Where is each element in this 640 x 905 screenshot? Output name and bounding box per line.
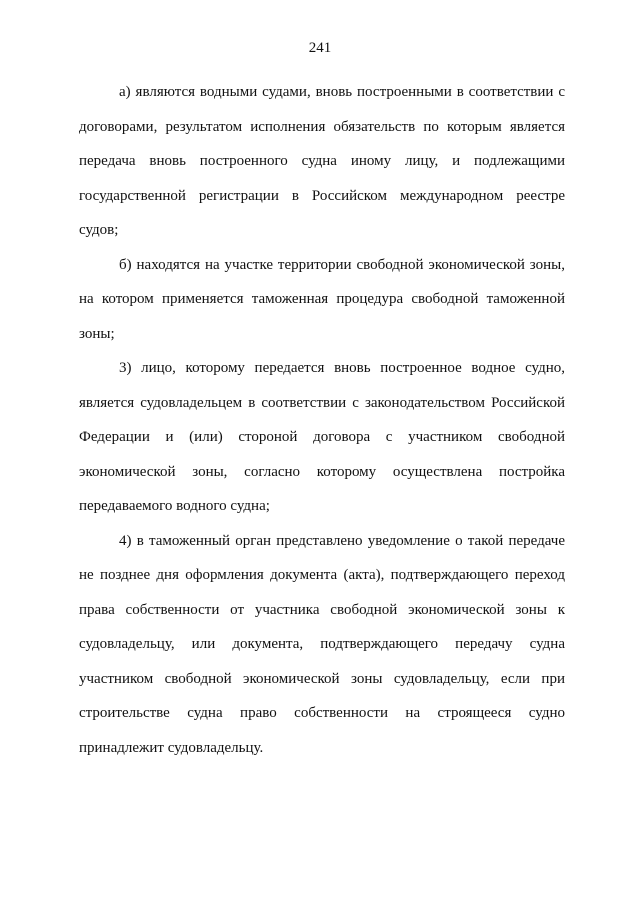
paragraph-b [79, 248, 565, 352]
text-line: Федерации и (или) стороной договора с участником свободной [79, 429, 565, 445]
text-line: договорами, результатом исполнения обязательств по которым является [79, 118, 565, 135]
text-line: экономической зоны, согласно которому осуществлена постройка [79, 463, 565, 480]
text-line: государственной регистрации в Российском международном реестре [79, 187, 565, 204]
page-number: 241 [308, 40, 332, 56]
text-line: является судовладельцем в соответствии с законодательством Российской [79, 394, 565, 411]
text-line: б) находятся на участке территории свободной экономической зоны, [119, 256, 565, 273]
text-line: зоны; [79, 325, 115, 342]
paragraph-4 [79, 524, 565, 766]
text-line: а) являются водными судами, вновь построенными в соответствии с [119, 84, 565, 100]
text-line: участником свободной экономической зоны судовладельцу, если при [79, 670, 565, 687]
document-body [79, 75, 565, 765]
text-line: передача вновь построенного судна иному лицу, и подлежащими [79, 153, 565, 169]
text-line: передаваемого водного судна; [79, 498, 270, 514]
text-line: права собственности от участника свободной экономической зоны к [79, 601, 565, 618]
text-line: не позднее дня оформления документа (акта), подтверждающего переход [79, 567, 565, 583]
text-line: на котором применяется таможенная процедура свободной таможенной [79, 291, 565, 307]
text-line: судов; [79, 222, 119, 238]
text-line: 4) в таможенный орган представлено уведомление о такой передаче [119, 532, 565, 549]
text-line: судовладельцу, или документа, подтверждающего передачу судна [79, 636, 565, 652]
text-line: 3) лицо, которому передается вновь построенное водное судно, [119, 360, 565, 376]
text-line: строительстве судна право собственности на строящееся судно [79, 705, 565, 721]
text-line: принадлежит судовладельцу. [79, 739, 264, 756]
paragraph-a [79, 75, 565, 248]
paragraph-3 [79, 351, 565, 524]
